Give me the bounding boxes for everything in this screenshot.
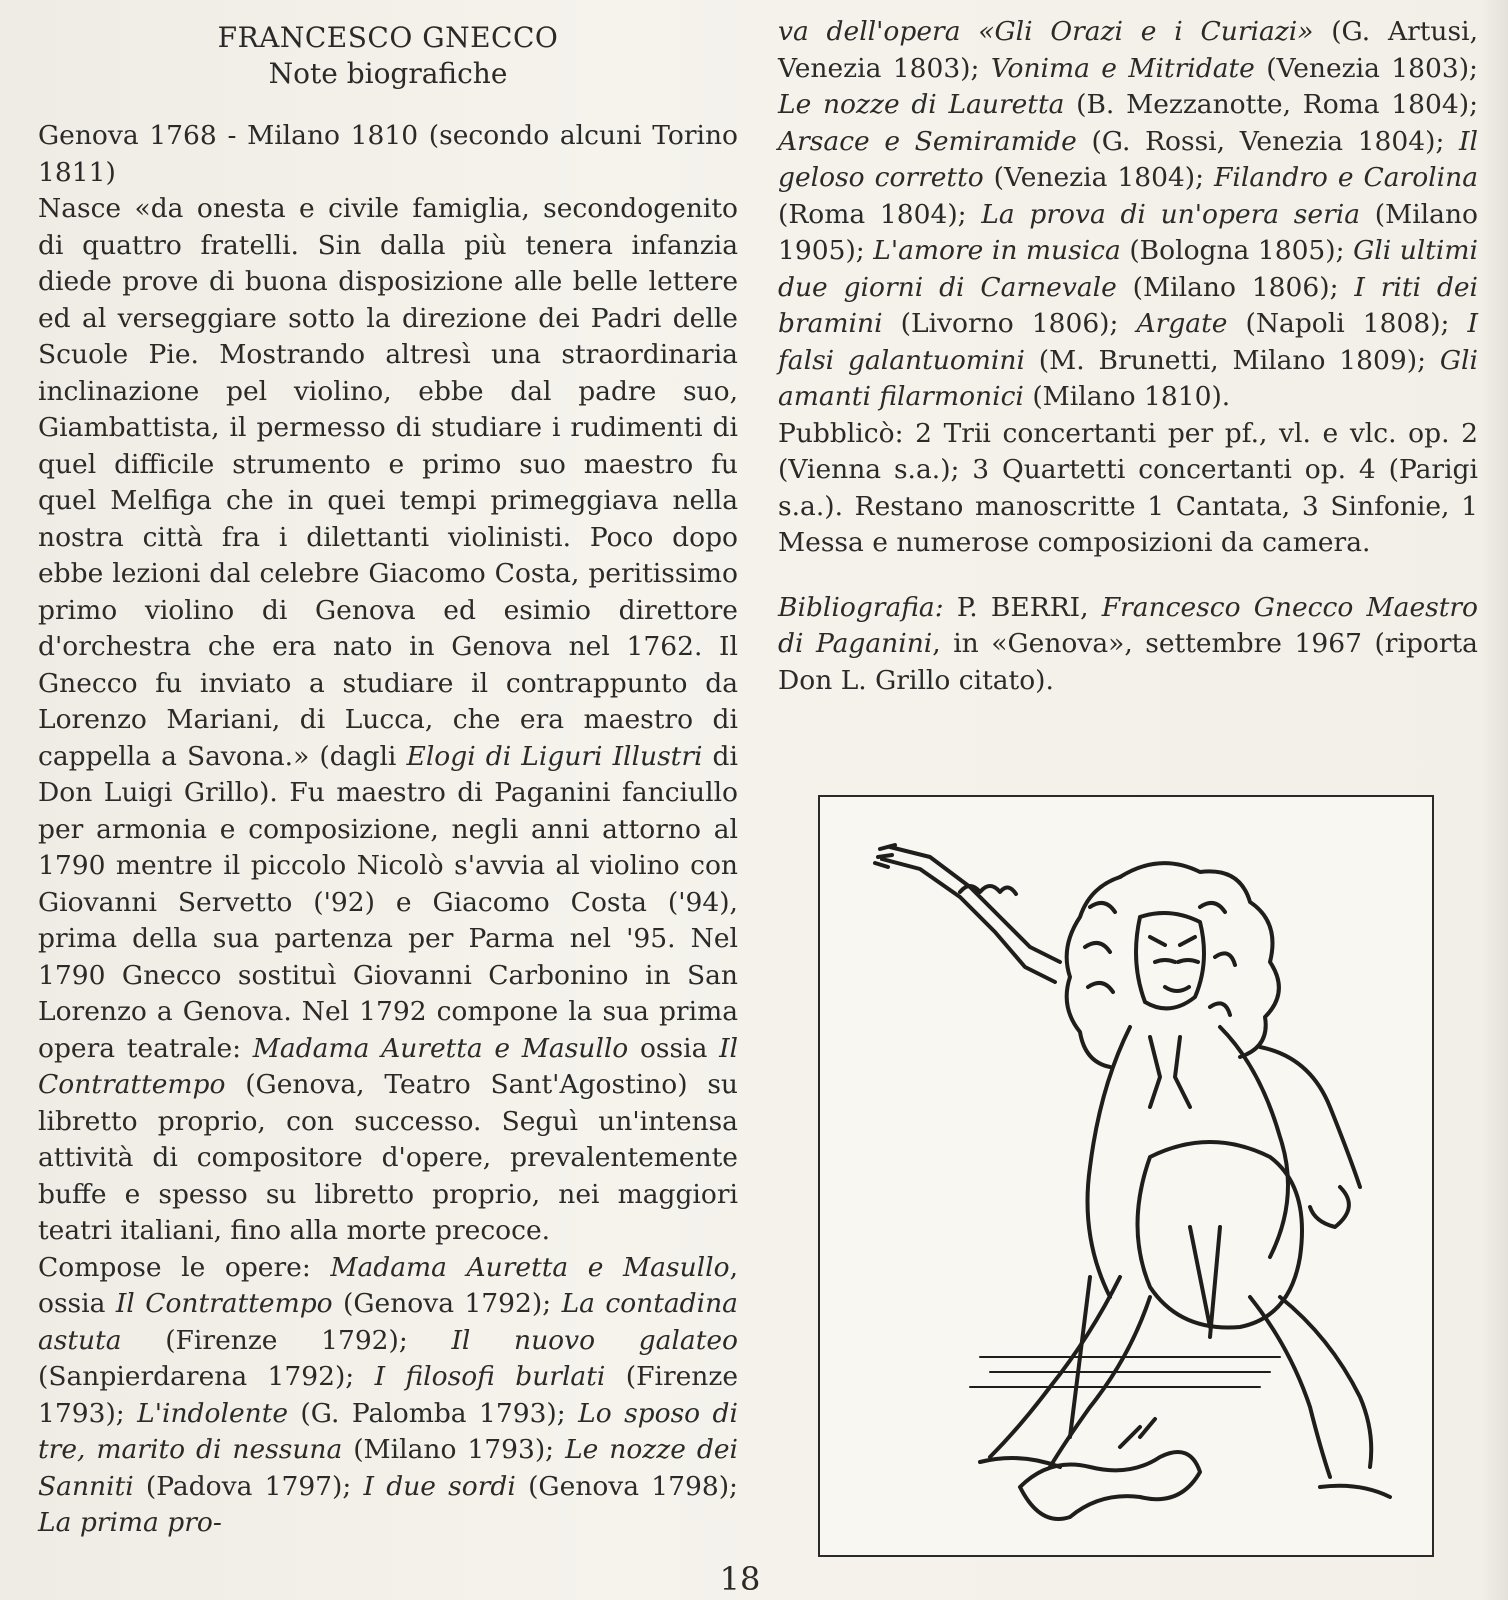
page-subtitle: Note biografiche [268,57,508,90]
left-column [38,20,738,1542]
operas-continued: va dell'opera «Gli Orazi e i Curiazi» (G. Artusi, Venezia 1803); Vonima e Mitridate (Venezia 1803); Le nozze di Lauretta (B. Mezzanotte, Roma 1804); Arsace e Semiramide (G. Rossi, Venezia 1804); Il geloso corretto (Venezia 1804); Filandro e Carolina (Roma 1804); La prova di un'opera seria (Milano 1905); L'amore in musica (Bologna 1805); Gli ultimi due giorni di Carnevale (Milano 1806); I riti dei bramini (Livorno 1806); Argate (Napoli 1808); I falsi galantuomini (M. Brunetti, Milano 1809); Gli amanti filarmonici (Milano 1810). [778,16,1479,412]
page-number: 18 [719,1560,761,1598]
biography-paragraph: Nasce «da onesta e civile famiglia, secondogenito di quattro fratelli. Sin dalla più tenera infanzia diede prove di buona disposizione alle belle lettere ed al verseggiare sotto la direzione dei Padri delle Scuole Pie. Mostrando altresì una straordinaria inclinazione pel violino, ebbe dal padre suo, Giambattista, il permesso di studiare i rudimenti di quel difficile strumento e primo suo maestro fu quel Melfiga che in quei tempi primeggiava nella nostra città fra i dilettanti violinisti. Poco dopo ebbe lezioni dal celebre Giacomo Costa, peritissimo primo violino di Genova ed esimio direttore d'orchestra che era nato in Genova nel 1762. Il Gnecco fu inviato a studiare il contrappunto da Lorenzo Mariani, di Lucca, che era maestro di cappella a Savona.» (dagli Elogi di Liguri Illustri di Don Luigi Grillo). Fu maestro di Paganini fanciullo per armonia e composizione, negli anni attorno al 1790 mentre il piccolo Nicolò s'avvia al violino con Giovanni Servetto ('92) e Giacomo Costa ('94), prima della sua partenza per Parma nel '95. Nel 1790 Gnecco sostituì Giovanni Carbonino in San Lorenzo a Genova. Nel 1792 compone la sua prima opera teatrale: Madama Auretta e Masullo ossia Il Contrattempo (Genova, Teatro Sant'Agostino) su libretto proprio, con successo. Seguì un'intensa attività di compositore d'opere, prevalentemente buffe e spesso su libretto proprio, nei maggiori teatri italiani, fino alla morte precoce. [38,193,739,1246]
bibliography: Bibliografia: P. BERRI, Francesco Gnecco Maestro di Paganini, in «Genova», settembre 1967 (riporta Don L. Grillo citato). [778,591,1478,696]
page-title: FRANCESCO GNECCO [217,21,559,54]
page-edge-shadow [1480,0,1508,1600]
operas-paragraph: Compose le opere: Madama Auretta e Masullo, ossia Il Contrattempo (Genova 1792); La contadina astuta (Firenze 1792); Il nuovo galateo (Sanpierdarena 1792); I filosofi burlati (Firenze 1793); L'indolente (G. Palomba 1793); Lo sposo di tre, marito di nessuna (Milano 1793); Le nozze dei Sanniti (Padova 1797); I due sordi (Genova 1798); La prima pro- [38,1251,739,1538]
publications-paragraph: Pubblicò: 2 Trii concertanti per pf., vl. e vlc. op. 2 (Vienna s.a.); 3 Quartetti concertanti op. 4 (Parigi s.a.). Restano manoscritte 1 Cantata, 3 Sinfonie, 1 Messa e numerose composizioni da camera. [778,417,1478,558]
caricature-illustration [818,795,1434,1557]
right-column [778,14,1478,699]
caricature-drawing [820,797,1432,1555]
life-dates: Genova 1768 - Milano 1810 (secondo alcuni Torino 1811) [38,120,738,188]
